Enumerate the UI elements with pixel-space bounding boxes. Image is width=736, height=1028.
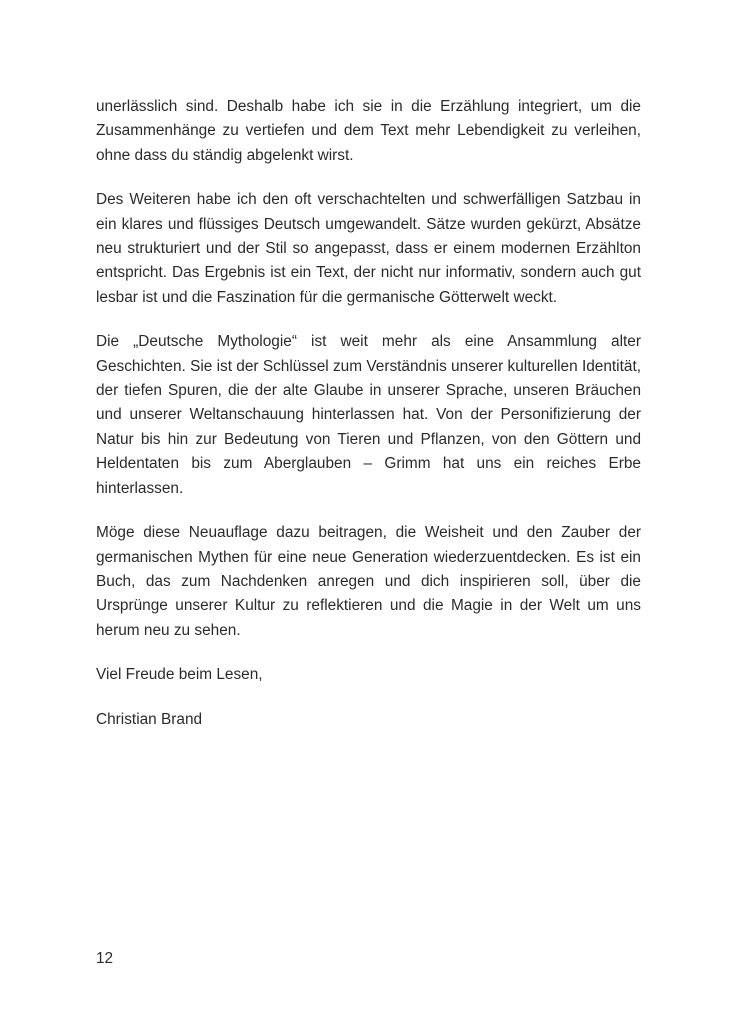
page-number: 12 <box>96 950 114 967</box>
closing-line: Viel Freude beim Lesen, <box>96 666 263 684</box>
body-text <box>96 95 641 752</box>
paragraph-4: Möge diese Neuauflage dazu beitragen, die Weisheit und den Zauber der germanischen Mythen für eine neue Generation wiederzuentdecken. Es ist ein Buch, das zum Nachdenken anregen und dich inspirieren soll, über die Ursprünge unserer Kultur zu reflektieren und die Magie in der Welt um uns herum neu zu sehen. <box>96 524 641 639</box>
paragraph-2: Des Weiteren habe ich den oft verschachtelten und schwerfälligen Satzbau in ein klares und flüssiges Deutsch umgewandelt. Sätze wurden gekürzt, Absätze neu strukturiert und der Stil so angepasst, dass er einem modernen Erzählton entspricht. Das Ergebnis ist ein Text, der nicht nur informativ, sondern auch gut lesbar ist und die Faszination für die germanische Götterwelt weckt. <box>96 191 641 306</box>
paragraph-3: Die „Deutsche Mythologie“ ist weit mehr als eine Ansammlung alter Geschichten. Sie ist der Schlüssel zum Verständnis unserer kulturellen Identität, der tiefen Spuren, die der alte Glaube in unserer Sprache, unseren Bräuchen und unserer Weltanschauung hinterlassen hat. Von der Personifizierung der Natur bis hin zur Bedeutung von Tieren und Pflanzen, von den Göttern und Heldentaten bis zum Aberglauben – Grimm hat uns ein reiches Erbe hinterlassen. <box>96 333 641 497</box>
paragraph-1: unerlässlich sind. Deshalb habe ich sie in die Erzählung integriert, um die Zusammenhänge zu vertiefen und dem Text mehr Lebendigkeit zu verleihen, ohne dass du ständig abgelenkt wirst. <box>96 98 641 164</box>
author-signature: Christian Brand <box>96 710 203 728</box>
